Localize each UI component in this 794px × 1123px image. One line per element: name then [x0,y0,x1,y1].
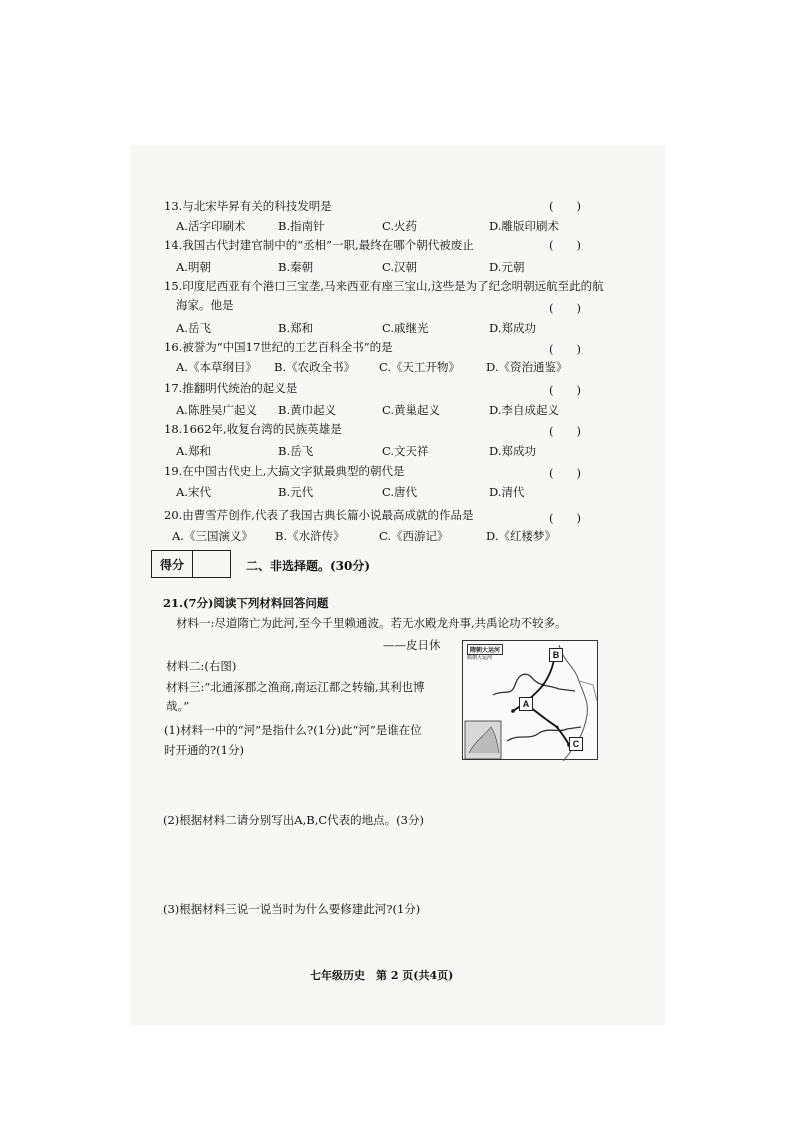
q17-option-a: A.陈胜吴广起义 [176,403,257,417]
q16-option-a: A.《本草纲目》 [176,360,257,374]
q13-option-b: B.指南针 [278,219,325,233]
answer-paren-19: ( ) [549,466,581,480]
q15-option-c: C.戚继光 [382,321,429,335]
q17-option-d: D.李自成起义 [489,403,559,417]
answer-paren-13: ( ) [549,199,581,213]
q13-option-a: A.活字印刷术 [176,219,246,233]
answer-paren-20: ( ) [549,511,581,525]
question-18-stem: 18.1662年,收复台湾的民族英雄是 [164,422,342,436]
material-2: 材料二:(右图) [166,659,237,673]
sub-question-2: (2)根据材料二请分别写出A,B,C代表的地点。(3分) [163,813,424,827]
sub-question-1-line1: (1)材料一中的“河”是指什么?(1分)此“河”是谁在位 [164,723,422,737]
q16-option-c: C.《天工开物》 [379,360,461,374]
q15-option-d: D.郑成功 [489,321,536,335]
score-box [151,550,231,578]
answer-paren-15: ( ) [549,301,581,315]
material-1-author: ——皮日休 [383,638,441,652]
map-label-a: A [519,697,533,711]
material-3-line1: 材料三:“北通涿郡之渔商,南运江都之转输,其利也博 [166,680,425,694]
question-20-stem: 20.由曹雪芹创作,代表了我国古典长篇小说最高成就的作品是 [164,508,474,522]
q13-option-d: D.雕版印刷术 [489,219,559,233]
q19-option-c: C.唐代 [382,485,418,499]
q19-option-d: D.清代 [489,485,525,499]
score-blank [193,551,230,577]
answer-paren-18: ( ) [549,424,581,438]
q15-option-b: B.郑和 [278,321,314,335]
question-15-stem: 15.印度尼西亚有个港口三宝垄,马来西亚有座三宝山,这些是为了纪念明朝远航至此的航 [164,279,604,293]
answer-paren-16: ( ) [549,342,581,356]
q18-option-b: B.岳飞 [278,444,314,458]
sub-question-3: (3)根据材料三说一说当时为什么要修建此河?(1分) [163,902,421,916]
map-label-b: B [549,648,563,662]
grand-canal-map [462,640,598,760]
question-14-stem: 14.我国古代封建官制中的“丞相”一职,最终在哪个朝代被废止 [164,238,474,252]
question-17-stem: 17.推翻明代统治的起义是 [164,381,298,395]
map-legend: 隋朝大运河 [467,655,493,661]
q20-option-b: B.《水浒传》 [275,529,345,543]
q19-option-a: A.宋代 [176,485,211,499]
q16-option-b: B.《农政全书》 [274,360,356,374]
q14-option-a: A.明朝 [176,260,211,274]
question-19-stem: 19.在中国古代史上,大搞文字狱最典型的朝代是 [164,464,405,478]
q14-option-d: D.元朝 [489,260,525,274]
q20-option-a: A.《三国演义》 [172,529,253,543]
q15-option-a: A.岳飞 [176,321,211,335]
question-16-stem: 16.被誉为“中国17世纪的工艺百科全书”的是 [164,340,393,354]
score-label: 得分 [152,551,193,577]
q18-option-d: D.郑成功 [489,444,536,458]
page-footer: 七年级历史 第 2 页(共4页) [310,969,454,982]
q17-option-b: B.黄巾起义 [278,403,337,417]
q14-option-c: C.汉朝 [382,260,418,274]
section-2-title: 二、非选择题。(30分) [246,559,371,573]
map-label-c: C [569,737,583,751]
sub-question-1-line2: 时开通的?(1分) [164,743,244,757]
material-1: 材料一:尽道隋亡为此河,至今千里赖通波。若无水殿龙舟事,共禹论功不较多。 [176,616,567,630]
question-13-stem: 13.与北宋毕昇有关的科技发明是 [164,199,332,213]
q19-option-b: B.元代 [278,485,314,499]
q18-option-a: A.郑和 [176,444,211,458]
q14-option-b: B.秦朝 [278,260,314,274]
answer-paren-14: ( ) [549,238,581,252]
answer-paren-17: ( ) [549,383,581,397]
q20-option-d: D.《红楼梦》 [486,529,556,543]
q20-option-c: C.《西游记》 [379,529,449,543]
question-21-stem: 21.(7分)阅读下列材料回答问题 [163,596,329,610]
question-15-stem-cont: 海家。他是 [176,298,234,312]
q18-option-c: C.文天祥 [382,444,429,458]
q16-option-d: D.《资治通鉴》 [486,360,568,374]
map-title: 隋朝大运河 [467,644,503,655]
q13-option-c: C.火药 [382,219,418,233]
q17-option-c: C.黄巢起义 [382,403,441,417]
material-3-line2: 哉。” [166,699,190,713]
